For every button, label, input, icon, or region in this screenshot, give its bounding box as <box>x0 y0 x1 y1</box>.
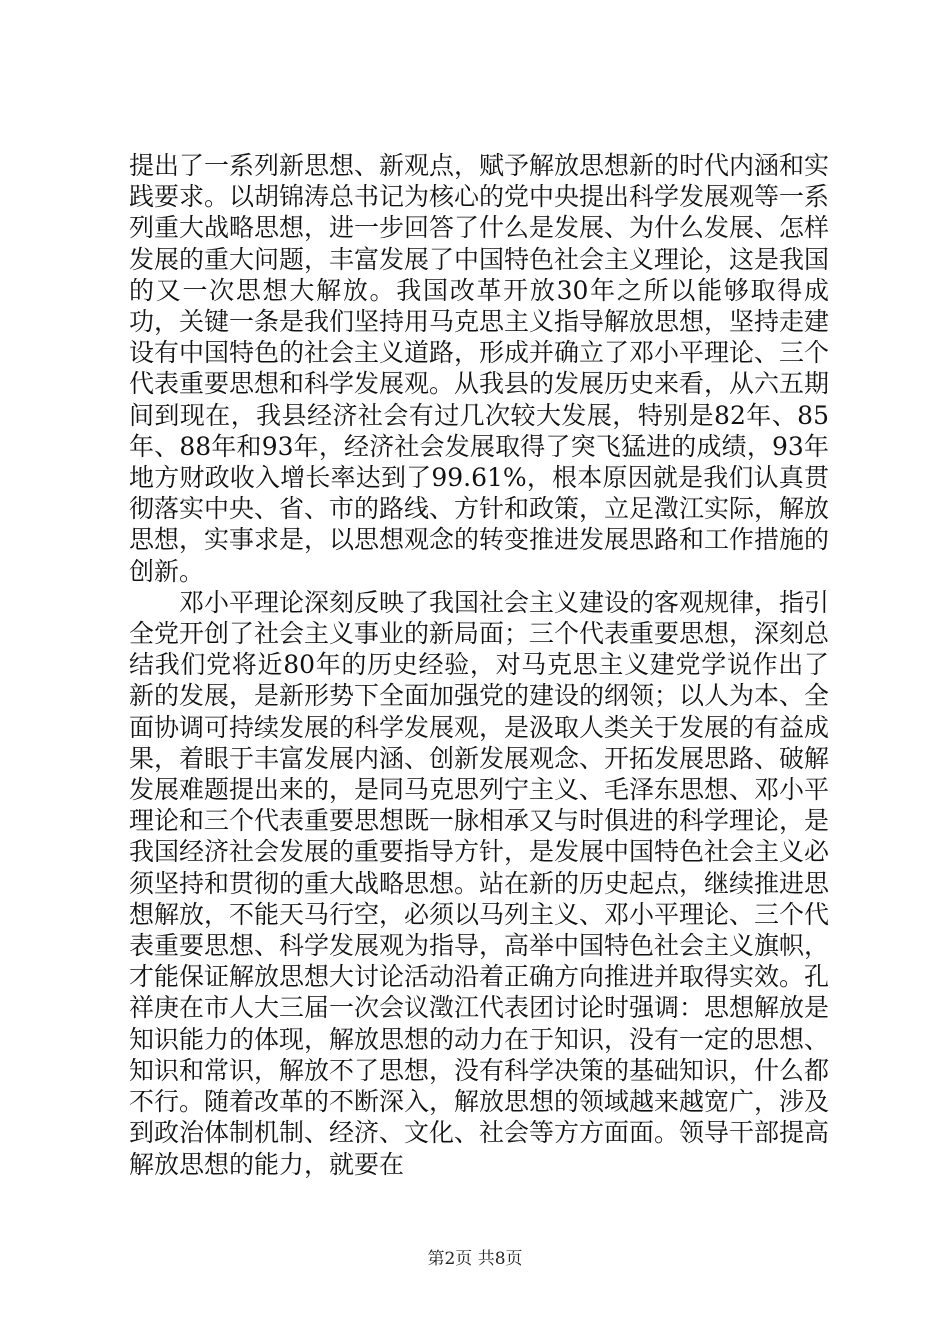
document-body <box>129 150 829 1180</box>
page-footer: 第2页 共8页 <box>427 1249 523 1269</box>
paragraph: 提出了一系列新思想、新观点，赋予解放思想新的时代内涵和实践要求。以胡锦涛总书记为核心的党中央提出科学发展观等一系列重大战略思想，进一步回答了什么是发展、为什么发展、怎样发展的重大问题，丰富发展了中国特色社会主义理论，这是我国的又一次思想大解放。我国改革开放30年之所以能够取得成功，关键一条是我们坚持用马克思主义指导解放思想，坚持走建设有中国特色的社会主义道路，形成并确立了邓小平理论、三个代表重要思想和科学发展观。从我县的发展历史来看，从六五期间到现在，我县经济社会有过几次较大发展，特别是82年、85年、88年和93年，经济社会发展取得了突飞猛进的成绩，93年地方财政收入增长率达到了99.61%，根本原因就是我们认真贯彻落实中央、省、市的路线、方针和政策，立足澂江实际，解放思想，实事求是，以思想观念的转变推进发展思路和工作措施的创新。 <box>129 151 830 586</box>
paragraph: 邓小平理论深刻反映了我国社会主义建设的客观规律，指引全党开创了社会主义事业的新局面；三个代表重要思想，深刻总结我们党将近80年的历史经验，对马克思主义建党学说作出了新的发展，是新形势下全面加强党的建设的纲领；以人为本、全面协调可持续发展的科学发展观，是汲取人类关于发展的有益成果，着眼于丰富发展内涵、创新发展观念、开拓发展思路、破解发展难题提出来的，是同马克思列宁主义、毛泽东思想、邓小平理论和三个代表重要思想既一脉相承又与时俱进的科学理论，是我国经济社会发展的重要指导方针，是发展中国特色社会主义必须坚持和贯彻的重大战略思想。站在新的历史起点，继续推进思想解放，不能天马行空，必须以马列主义、邓小平理论、三个代表重要思想、科学发展观为指导，高举中国特色社会主义旗帜，才能保证解放思想大讨论活动沿着正确方向推进并取得实效。孔祥庚在市人大三届一次会议澂江代表团讨论时强调：思想解放是知识能力的体现，解放思想的动力在于知识，没有一定的思想、知识和常识，解放不了思想，没有科学决策的基础知识，什么都不行。随着改革的不断深入，解放思想的领域越来越宽广，涉及到政治体制机制、经济、文化、社会等方方面面。领导干部提高解放思想的能力，就要在 <box>129 587 830 1179</box>
